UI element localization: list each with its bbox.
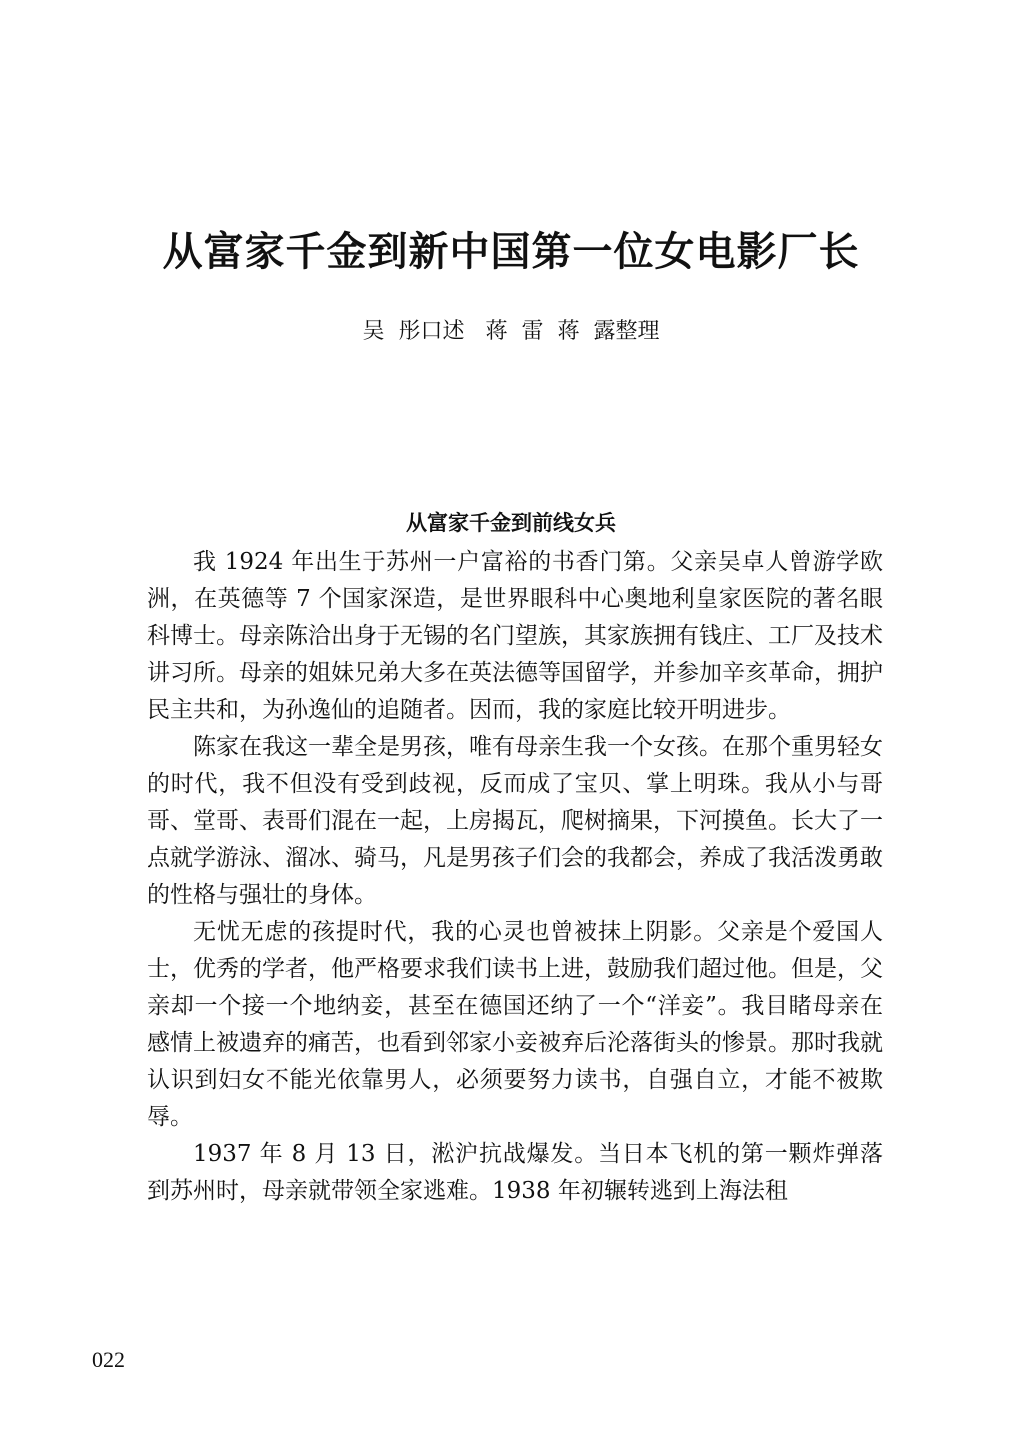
paragraph: 无忧无虑的孩提时代，我的心灵也曾被抹上阴影。父亲是个爱国人士，优秀的学者，他严格要求我们读书上进，鼓励我们超过他。但是，父亲却一个接一个地纳妾，甚至在德国还纳了一个“洋妾”。我目睹母亲在感情上被遗弃的痛苦，也看到邻家小妾被弃后沦落街头的惨景。那时我就认识到妇女不能光依靠男人，必须要努力读书，自强自立，才能不被欺辱。: [147, 919, 883, 1130]
body-text: [147, 544, 883, 1210]
article-title: 从富家千金到新中国第一位女电影厂长: [162, 228, 860, 275]
paragraph: 1937 年 8 月 13 日，淞沪抗战爆发。当日本飞机的第一颗炸弹落到苏州时，母亲就带领全家逃难。1938 年初辗转逃到上海法租: [147, 1141, 883, 1204]
section-heading: 从富家千金到前线女兵: [406, 511, 616, 535]
author-byline: 吴 彤口述 蒋 雷 蒋 露整理: [362, 319, 660, 344]
page-number: 022: [92, 1347, 125, 1372]
paragraph: 我 1924 年出生于苏州一户富裕的书香门第。父亲吴卓人曾游学欧洲，在英德等 7 个国家深造，是世界眼科中心奥地利皇家医院的著名眼科博士。母亲陈洽出身于无锡的名门望族，其家族拥有钱庄、工厂及技术讲习所。母亲的姐妹兄弟大多在英法德等国留学，并参加辛亥革命，拥护民主共和，为孙逸仙的追随者。因而，我的家庭比较开明进步。: [147, 549, 883, 723]
paragraph: 陈家在我这一辈全是男孩，唯有母亲生我一个女孩。在那个重男轻女的时代，我不但没有受到歧视，反而成了宝贝、掌上明珠。我从小与哥哥、堂哥、表哥们混在一起，上房揭瓦，爬树摘果，下河摸鱼。长大了一点就学游泳、溜冰、骑马，凡是男孩子们会的我都会，养成了我活泼勇敢的性格与强壮的身体。: [147, 734, 883, 908]
